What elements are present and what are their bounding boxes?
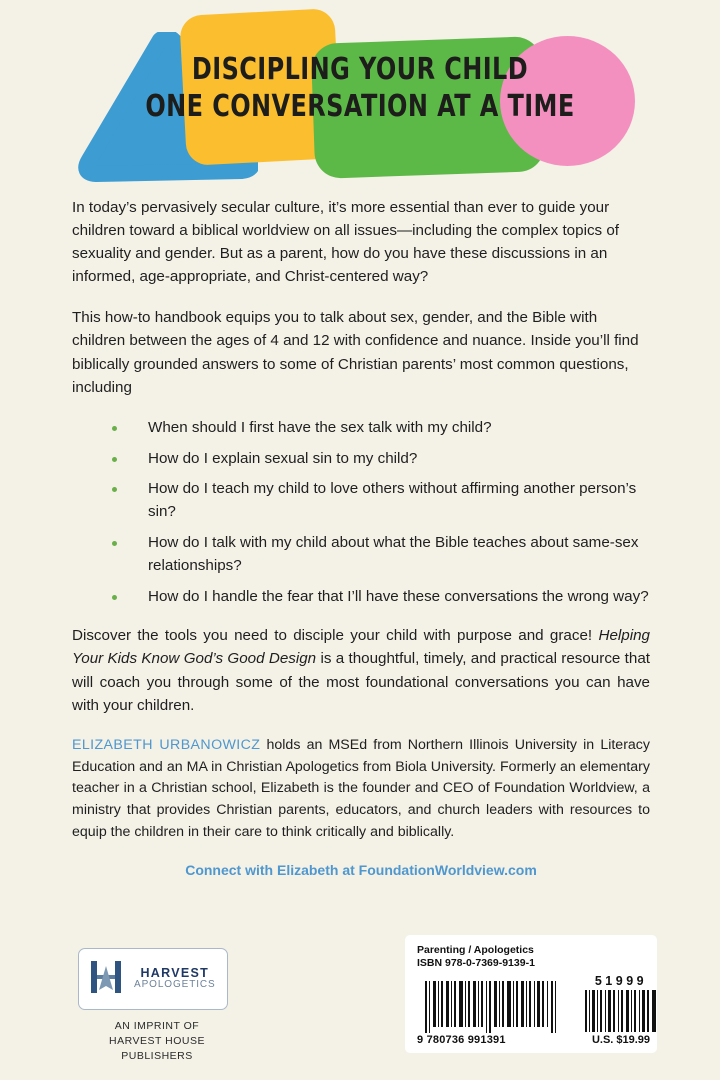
author-name: ELIZABETH URBANOWICZ — [72, 736, 261, 753]
ean-barcode — [417, 981, 569, 1046]
barcode-row — [417, 973, 651, 1046]
ean-bars-icon — [417, 981, 569, 1033]
paragraph-handbook: This how-to handbook equips you to talk about sex, gender, and the Bible with children between the ages of 4 and 12 with confidence and nuance. Inside you’ll find biblically grounded answers to some of Christian parents’ most common questions, including — [72, 309, 639, 396]
list-item: When should I first have the sex talk with my child? — [72, 417, 650, 440]
list-item: How do I handle the fear that I’ll have these conversations the wrong way? — [72, 586, 650, 609]
publisher-imprint — [78, 948, 236, 1065]
connect-link[interactable]: Connect with Elizabeth at FoundationWorldview.com — [185, 862, 537, 878]
header-banner — [0, 0, 720, 190]
paragraph-discover — [72, 624, 650, 716]
question-list — [72, 417, 650, 609]
book-title-line-2: ONE CONVERSATION AT A TIME — [145, 88, 575, 124]
book-title-line-1: DISCIPLING YOUR CHILD — [191, 52, 529, 87]
footer — [0, 930, 720, 1080]
addon-digits: 51999 — [594, 973, 648, 988]
harvest-logo-line-2: APOLOGETICS — [134, 979, 216, 991]
ean-digits: 9 780736 991391 — [417, 1033, 506, 1046]
discover-text-before: Discover the tools you need to disciple your child with purpose and grace! — [72, 627, 599, 645]
list-item: How do I teach my child to love others without affirming another person’s sin? — [72, 478, 650, 524]
author-bio-text: holds an MSEd from Northern Illinois University in Literacy Education and an MA in Christian Apologetics from Biola University. Formerly an elementary teacher in a Christian school, Elizabeth is the founder and CEO of Foundation Worldview, a ministry that provides Christian parents, educators, and church leaders with resources to equip the children in their care to think critically and biblically. — [72, 736, 650, 841]
book-title-italic: Helping Your Kids Know God’s Good Design — [72, 627, 650, 668]
harvest-logo-words — [134, 967, 216, 991]
harvest-h-icon — [89, 957, 125, 1002]
addon-bars-icon — [583, 990, 659, 1032]
harvest-logo-line-1: HARVEST — [140, 966, 210, 981]
paragraph-intro: In today’s pervasively secular culture, it’s more essential than ever to guide your children toward a biblical worldview on all issues—including the complex topics of sexuality and gender. But as a parent, how do you have these discussions in an informed, age-appropriate, and Christ-centered way? — [72, 199, 620, 286]
imprint-caption-line-2: HARVEST HOUSE PUBLISHERS — [109, 1035, 205, 1063]
harvest-apologetics-logo — [78, 948, 228, 1010]
barcode-category: Parenting / Apologetics — [417, 944, 534, 956]
barcode-card — [405, 935, 657, 1053]
list-item: How do I explain sexual sin to my child? — [72, 448, 650, 471]
imprint-caption-line-1: AN IMPRINT OF — [114, 1020, 200, 1032]
book-title — [0, 52, 720, 125]
addon-barcode — [583, 974, 659, 1046]
back-cover-copy — [72, 196, 650, 878]
author-bio — [72, 735, 650, 844]
discover-text-after: is a thoughtful, timely, and practical resource that will coach you through some of the most foundational conversations you can have with your children. — [72, 650, 650, 714]
barcode-price: U.S. $19.99 — [591, 1033, 651, 1046]
barcode-isbn: ISBN 978-0-7369-9139-1 — [417, 957, 535, 970]
imprint-caption — [78, 1019, 236, 1065]
list-item: How do I talk with my child about what the Bible teaches about same-sex relationships? — [72, 532, 650, 578]
